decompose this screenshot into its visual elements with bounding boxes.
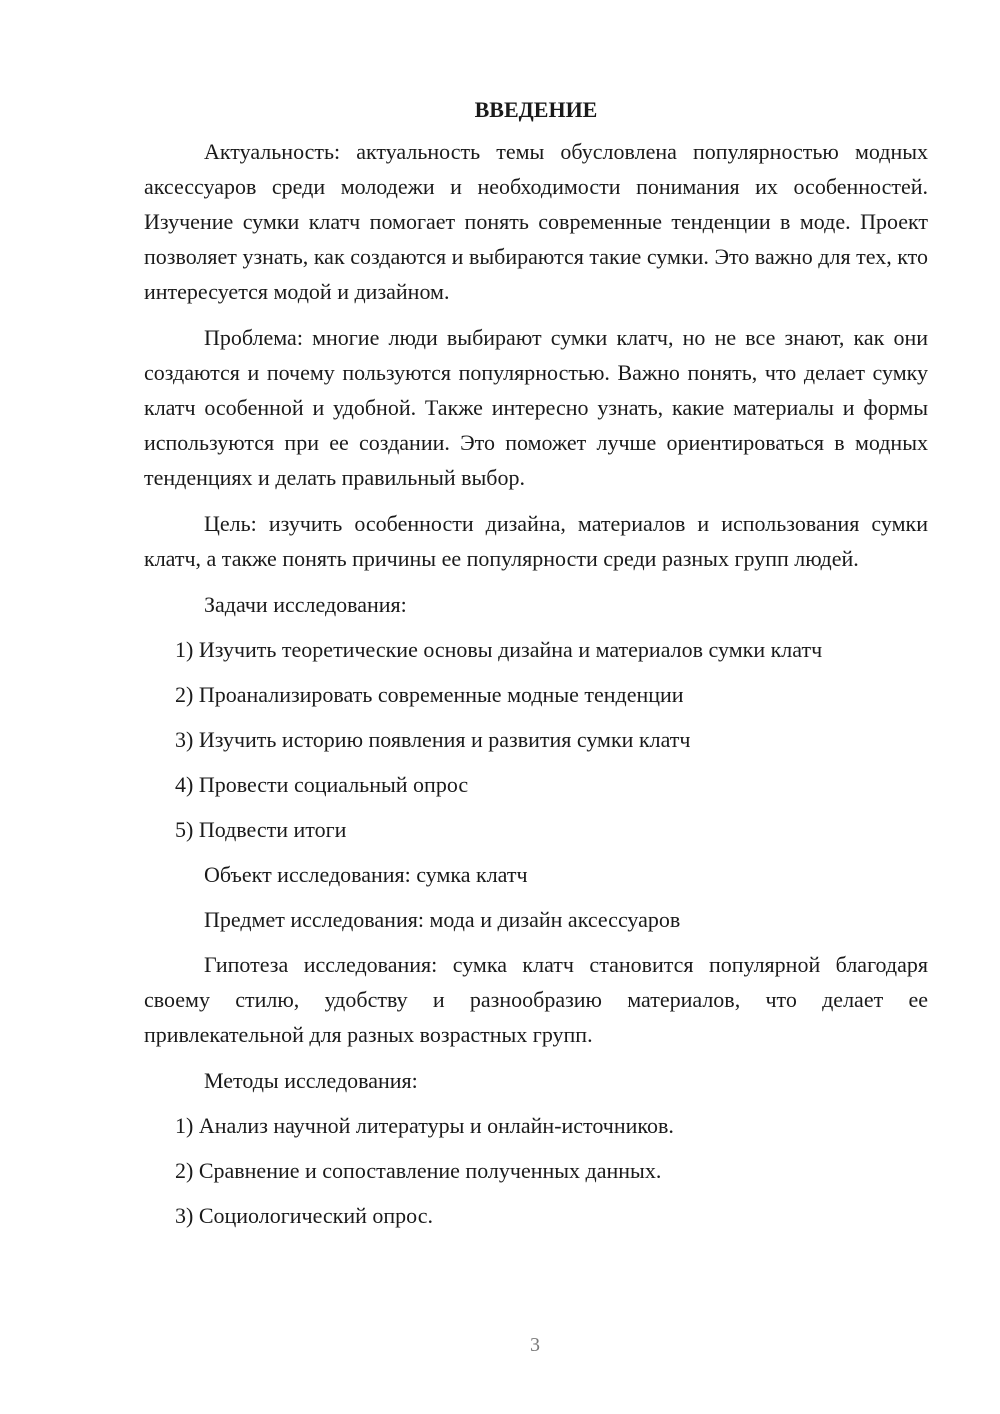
task-item: 1) Изучить теоретические основы дизайна и материалов сумки клатч xyxy=(175,637,823,662)
tasks-title: Задачи исследования: xyxy=(204,592,407,617)
subject-line: Предмет исследования: мода и дизайн аксессуаров xyxy=(204,907,681,932)
task-item: 4) Провести социальный опрос xyxy=(175,772,469,797)
method-item: 3) Социологический опрос. xyxy=(175,1203,433,1228)
method-item: 2) Сравнение и сопоставление полученных данных. xyxy=(175,1158,662,1183)
object-line: Объект исследования: сумка клатч xyxy=(204,862,528,887)
methods-title: Методы исследования: xyxy=(204,1068,418,1093)
problem-paragraph: Проблема: многие люди выбирают сумки клатч, но не все знают, как они создаются и почему пользуются популярностью. Важно понять, что делает сумку клатч особенной и удобной. Также интересно узнать, какие материалы и формы используются при ее создании. Это поможет лучше ориентироваться в модных тенденциях и делать правильный выбор. xyxy=(144,325,928,490)
hypothesis-paragraph: Гипотеза исследования: сумка клатч становится популярной благодаря своему стилю, удобству и разнообразию материалов, что делает ее привлекательной для разных возрастных групп. xyxy=(144,952,928,1047)
task-item: 3) Изучить историю появления и развития сумки клатч xyxy=(175,727,691,752)
goal-paragraph: Цель: изучить особенности дизайна, материалов и использования сумки клатч, а также понять причины ее популярности среди разных групп людей. xyxy=(144,511,928,571)
document-page xyxy=(144,92,928,1243)
task-item: 5) Подвести итоги xyxy=(175,817,347,842)
relevance-paragraph: Актуальность: актуальность темы обусловлена популярностью модных аксессуаров среди молодежи и необходимости понимания их особенностей. Изучение сумки клатч помогает понять современные тенденции в моде. Проект позволяет узнать, как создаются и выбираются такие сумки. Это важно для тех, кто интересуется модой и дизайном. xyxy=(144,139,928,304)
method-item: 1) Анализ научной литературы и онлайн-источников. xyxy=(175,1113,674,1138)
task-item: 2) Проанализировать современные модные тенденции xyxy=(175,682,684,707)
page-title: ВВЕДЕНИЕ xyxy=(474,97,598,122)
page-number: 3 xyxy=(530,1334,540,1356)
